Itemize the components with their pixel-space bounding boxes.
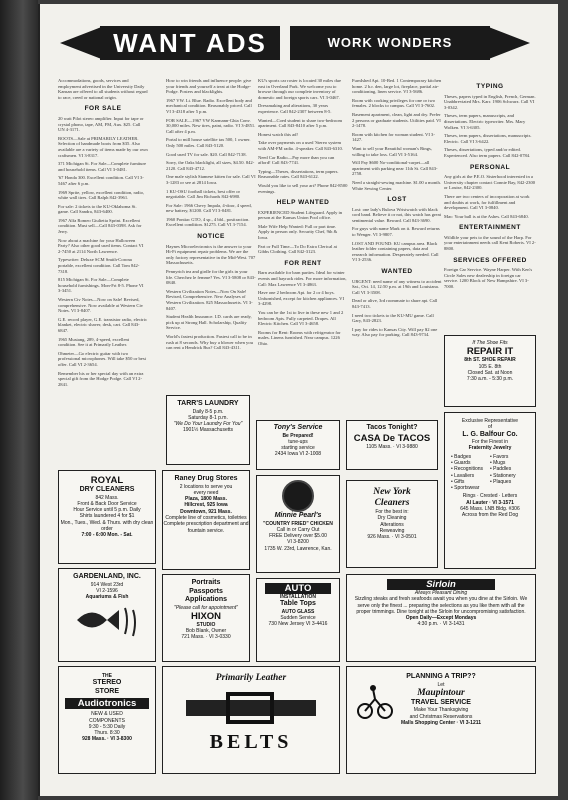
personal-heading: PERSONAL bbox=[469, 163, 511, 171]
auto-brand: AUTO GLASS bbox=[281, 608, 315, 615]
york-item-1: Dry Cleaning bbox=[377, 515, 407, 522]
raney-line4: Complete prescription department and fountain service. bbox=[163, 521, 249, 534]
column-5 bbox=[444, 78, 536, 328]
lost-list bbox=[352, 207, 442, 263]
minnie-name: Minnie Pearl's bbox=[274, 512, 322, 519]
binding-spine bbox=[0, 0, 38, 800]
ad-maupintour-travel: PLANNING A TRIP?? Let Maupintour TRAVEL SERVICE Make Your Thanksgiving and Christmas Reservations Malls Shopping Center · VI 3-1211 bbox=[346, 666, 536, 774]
misc-ad-list bbox=[258, 78, 348, 194]
balfour-item: • Plaques bbox=[490, 478, 512, 485]
wanted-ad: Dead or alive, 3rd roommate to share apt. Call 843-7413. bbox=[352, 298, 438, 309]
classified-ad: Would you like to sell your art? Phone 842-8500 evenings. bbox=[258, 182, 348, 194]
want-ads-banner bbox=[56, 14, 534, 72]
service-ad: Foreign Car Service. Wayne Harper. With Ken's Circle Sales new dealership in foreign car service. 1200 Block of New Hampshire. VI 3-7000. bbox=[444, 267, 533, 290]
ad-auto-glass bbox=[256, 578, 340, 662]
classified-ad: Will Pay $600 No-conditional-carpet—all apartment with parking near 11th St. Call 843-2758. bbox=[352, 160, 438, 177]
classified-ad: '67 Honda 300. Excellent condition. Call VI 3-5467 after 6 p.m. bbox=[58, 175, 144, 186]
maupintour-sub: TRAVEL SERVICE bbox=[411, 698, 471, 706]
classified-ad: Typing—Theses, dissertations, term papers. Reasonable rates. Call 843-6122. bbox=[258, 168, 339, 180]
balfour-line7: Across from the Red Dog bbox=[461, 512, 519, 519]
royal-name: ROYAL bbox=[90, 475, 124, 486]
ad-new-york-cleaners: New York Cleaners For the best in: Dry Cleaning Alterations Reweaving 926 Mass. · VI 3-0501 bbox=[346, 480, 438, 568]
help-wanted-ad: EXPERIENCED Student Lifeguard. Apply in person at the Kansas Union Pool office. bbox=[258, 209, 343, 221]
minnie-pearl-portrait-icon bbox=[282, 480, 314, 512]
personal-ad: Mac: Your ball is at the Ashes. Call 843-6840. bbox=[444, 213, 529, 219]
entertainment-list bbox=[444, 235, 536, 252]
hixon-phone: VI 3-0330 bbox=[208, 634, 231, 641]
hixon-sub: STUDIO bbox=[196, 621, 216, 628]
balfour-line4: Fraternity Jewelry bbox=[468, 445, 512, 452]
royal-sub: DRY CLEANERS bbox=[79, 486, 135, 493]
shoe-time: 7:30 a.m. - 5:30 p.m. bbox=[466, 376, 514, 383]
maupintour-line4: and Christmas Reservations bbox=[409, 713, 473, 720]
classified-ad: KU's sports car roster is located 30 miles due east in Overland Park. We welcome you to browse through our complete inventory of domestic and foreign sports cars. VI 3-0467. bbox=[258, 78, 341, 100]
tonys-phone: VI 2-1008 bbox=[299, 451, 322, 458]
help-wanted-heading: HELP WANTED bbox=[276, 199, 330, 207]
classified-ad: Want to sell your Beautiful woman's Rings, willing to take loss. Call VI 3-5164. bbox=[352, 145, 432, 157]
gardenland-phone: VI 2-1596 bbox=[96, 587, 118, 594]
help-wanted-ad: Part or Full Time—To Do Extra Clerical at Gibbs Clothing. Call 842-3123. bbox=[258, 243, 337, 255]
classified-ad: 1969 Sprite, yellow, excellent condition, radio, white wall tires. Call Ralph 842-3961. bbox=[58, 189, 145, 201]
classified-ad: 1960 Pontiac GTO, 4 sp., 4 bbl., positraction. Excellent condition. $1275. Call VI 3-7154. bbox=[166, 216, 250, 228]
raney-name: Raney Drug Stores bbox=[174, 475, 238, 482]
york-item-3: Reweaving bbox=[379, 527, 405, 534]
sirloin-name: Sirloin bbox=[387, 579, 495, 590]
classified-ad: Room with kitchen for woman student. VI 3-1427. bbox=[352, 131, 435, 143]
hixon-item-3: Applications bbox=[184, 596, 227, 603]
notice-heading: NOTICE bbox=[197, 233, 225, 241]
hixon-address: 721 Mass. bbox=[181, 634, 205, 641]
york-name: New York bbox=[373, 487, 411, 497]
balfour-item: • Guards bbox=[451, 459, 471, 466]
hixon-line1: "Please call for appointment" bbox=[174, 604, 238, 611]
york-name-2: Cleaners bbox=[374, 498, 410, 508]
wanted-heading: WANTED bbox=[381, 268, 413, 276]
minnie-sub: "COUNTRY FRIED" CHICKEN bbox=[263, 520, 333, 527]
stereo-hours: 9:30 - 5:30 Daily bbox=[88, 723, 126, 730]
shoe-line1: If The Shoe Fits bbox=[472, 340, 508, 346]
wanted-ad: URGENT: need name of any witness to accident Sat., Oct. 14, 12:50 p.m. at 19th and Louisiana. Call VI 3-3508. bbox=[352, 278, 442, 295]
typing-ad: Theses, papers typed in English, French, German. Unabbreviated Mrs. Karr. 1906 Schwarz. Call VI 3-0342. bbox=[444, 93, 536, 110]
ad-minnie-pearls bbox=[256, 475, 340, 573]
stereo-phone: VI 3-8300 bbox=[110, 736, 132, 743]
notice-ad: Student Health Insurance. I.D. cards are ready, pick up at Strong Hall. Scholarship, Quality Service. bbox=[166, 314, 252, 331]
auto-address: 730 New Jersey bbox=[268, 621, 305, 628]
laundry-slogan: "We Do Your Laundry For You" bbox=[173, 421, 243, 428]
maupintour-line3: Make Your Thanksgiving bbox=[413, 707, 469, 714]
typing-ad: Theses, term papers, manuscripts, and dissertations. Electric typewriter. Mrs. Mary Wolken. VI 3-6305. bbox=[444, 113, 526, 130]
ad-primarily-leather-belts bbox=[162, 666, 340, 774]
classified-ad: G.E. record player, G.E. transistor radio, electric blanket, electric shaver, desk, cart. Call 843-6847. bbox=[58, 316, 148, 333]
stereo-address: 928 Mass. bbox=[82, 736, 106, 743]
stereo-hours-2: Thurs. 8:30 bbox=[94, 730, 120, 737]
balfour-item: • Recognitions bbox=[451, 466, 484, 473]
for-rent-ad: Rooms for Rent: Rooms with refrigerator for males. Linens furnished. Near campus. 1226 Ohio. bbox=[258, 329, 341, 346]
classified-ad: 20 watt Pilot stereo amplifier. Input for tape or crystal phono, tape, AM, FM, Aux. $25. Call UN 4-3171. bbox=[58, 115, 144, 133]
sirloin-description: Sizzling steaks and fresh seafoods await you when you dine at the Sirloin. We serve only the finest ... preparing the selections as you like them with all the proper trimmings. Dine tonight at the Sirloin for uncompromising satisfaction. bbox=[354, 596, 528, 615]
services-list bbox=[444, 267, 536, 289]
for-rent-ad: Have one 2 bedroom Apt. for 2 or 4 boys. Unfurnished, except for kitchen appliances. VI 3-4298. bbox=[258, 290, 345, 307]
column-1 bbox=[58, 78, 148, 465]
cyclist-illustration-icon bbox=[355, 685, 395, 719]
raney-line2: every need bbox=[193, 489, 219, 496]
minnie-phone: VI 3-8200 bbox=[287, 539, 309, 546]
classified-ad: 1967 VW. Lt. Blue. Radio. Excellent body and mechanical condition. Reasonably priced. Call VI 3-4318 after 5 p.m. bbox=[166, 97, 252, 114]
royal-item-1: Front & Back Door Service bbox=[77, 500, 137, 507]
balfour-name: L. G. Balfour Co. bbox=[462, 430, 518, 438]
classified-ad: Ohmeter—Go electric guitar with two professional microphones. Will take $50 or best offer. Call VI 2-3654. bbox=[58, 350, 146, 367]
maupintour-name: Maupintour bbox=[417, 687, 465, 698]
hixon-item-1: Portraits bbox=[191, 579, 221, 586]
personal-ad: Any girls at the P.E.O. Sisterhood interested in a University chapter contact Connie Bay, 842-2300 or Louise, 842-2300. bbox=[444, 174, 536, 191]
balfour-item: • Favors bbox=[490, 453, 509, 460]
royal-item-3: Shirts laundered 4 for $1 bbox=[79, 513, 135, 520]
laundry-saturday: Saturday 8-1 p.m. bbox=[188, 414, 228, 421]
classified-ad: Wanted—Coed student to share two-bedroom apartment. Call 843-8410 after 5 p.m. bbox=[258, 117, 343, 129]
sirloin-line2: Open Daily—Except Mondays bbox=[405, 615, 477, 622]
classified-ad: 1967 Alfa Romeo Giulietta Sprint. Excellent condition. Must sell—Call 843-0398. Ask for Jerry. bbox=[58, 217, 142, 235]
minnie-line1: Call in or Carry Out bbox=[276, 526, 320, 533]
york-phone: VI 3-0501 bbox=[394, 534, 417, 541]
tonys-starting: starting service bbox=[281, 445, 315, 452]
classified-ad: Need a straight-sewing machine. $1.00 a month. White Sewing Center. bbox=[352, 179, 441, 191]
auto-line2: Sudden Service bbox=[280, 615, 316, 622]
raney-line3: Complete line of cosmetics, toiletries bbox=[165, 514, 247, 521]
balfour-phone: VI 3-1571 bbox=[492, 499, 514, 506]
ad-balfour: Exclusive Representative of L. G. Balfour Co. For the Finest in Fraternity Jewelry • Badges • Favors • Guards • Mugs • Recognitions • Paddles • Lavaliers • Stationery • Gifts • Plaques • Sportswear Rings · Crested · Letters Al Lauter · VI 3-1571 645 Mass. LNB Bldg. #306 Across from the Red Dog bbox=[444, 412, 536, 569]
balfour-line2: of bbox=[487, 424, 493, 431]
for-rent-ad: You can be the 1st to live in these new 1 and 2 bedroom Apts. Fully carpeted. Drapes. All Electric Kitchen. Call VI 3-4658. bbox=[258, 310, 344, 327]
raney-line1: 2 locations to serve you bbox=[179, 483, 233, 490]
balfour-items bbox=[445, 452, 535, 494]
banner-left-arrow bbox=[60, 26, 104, 60]
tonys-name: Tony's Service bbox=[273, 424, 323, 431]
royal-hours: Mon., Tues., Wed. & Thurs. with dry clean order bbox=[60, 519, 154, 532]
for-sale-list-continued bbox=[166, 78, 256, 228]
shoe-address: 105 E. 8th bbox=[478, 363, 502, 370]
raney-location-3: Downtown, 921 Mass. bbox=[180, 508, 232, 515]
classified-ad: Remember his or her special day with an extra special gift from the Hodge Podge. Call VI 2-2841. bbox=[58, 370, 144, 387]
classified-ad: Room with cooking privileges for one or two females. 2 blocks to campus. Call VI 3-7602. bbox=[352, 97, 436, 109]
maupintour-address: Malls Shopping Center bbox=[400, 719, 456, 726]
for-sale-list bbox=[58, 116, 148, 387]
classified-ad: Take over payments on a used 'Stereo system with AM-FM radio. 4-speaker. Call 843-6310. bbox=[258, 140, 343, 151]
classified-ad: FOR SALE—1967 VW Karmann-Ghia Conv. 30,000 miles. New tires, paint, radio. VI 3-4851. Call after 4 p.m. bbox=[166, 117, 256, 134]
aquarium-fish-icon bbox=[67, 600, 147, 640]
column-2 bbox=[166, 78, 256, 388]
banner-right-arrow bbox=[486, 26, 530, 60]
tonys-tune-ups: tune-ups bbox=[288, 438, 308, 445]
shoe-line2: REPAIR IT bbox=[466, 346, 514, 358]
wanted-list bbox=[352, 279, 442, 338]
belt-buckle-icon bbox=[176, 690, 326, 726]
classified-ad: How to win friends and influence people: give your friends and yourself a treat at the Hodge-Podge. Posters and blacklights. bbox=[166, 78, 252, 95]
classified-ad: FurnIshed Apt. 10-Bed. 1 Contemporary kitchen home. 2 b.r. den, large lot, fireplace, partial air-conditioning, linen service. VI 3-5686. bbox=[352, 78, 442, 95]
typing-ad: Theses, term papers, dissertations, manuscripts. Electric. Call VI 3-6422. bbox=[444, 133, 532, 144]
classified-ad: Basement apartment, clean, light and dry. Prefer 2 persons or graduate students. Utilities paid. VI 2-1478. bbox=[352, 111, 441, 129]
casa-brand: CASA De TACOS bbox=[353, 432, 431, 444]
casa-tagline: Tacos Tonight? bbox=[366, 424, 418, 431]
for-rent-list bbox=[258, 270, 348, 346]
shoe-hours: Closed Sat. at Noon bbox=[467, 369, 513, 376]
balfour-item: • Mugs bbox=[490, 459, 506, 466]
stereo-line1: THE bbox=[102, 673, 112, 679]
column-4 bbox=[352, 78, 442, 415]
classified-ad: BOOTS—Sale at PRIMARILY LEATHER. Selection of handmade boots from $35. Also available are a variety of items made by our own craftsmen. VI 3-8317. bbox=[58, 135, 148, 158]
auto-phone: VI 3-4416 bbox=[305, 621, 328, 628]
sirloin-phone: VI 3-1431 bbox=[442, 621, 465, 628]
for-rent-ad: Barn available for barn parties. Ideal for winter events and hayrack rides. For more information, Call: Max Lawrence VI 3-4863. bbox=[258, 270, 347, 287]
balfour-item: • Stationery bbox=[490, 472, 516, 479]
minnie-address: 1735 W. 23rd, Lawrence, Kan. bbox=[264, 545, 332, 552]
royal-address: 842 Mass. bbox=[95, 494, 119, 501]
shoe-name: 8th ST. SHOE REPAIR bbox=[464, 357, 516, 364]
stereo-name: Audiotronics bbox=[65, 698, 149, 709]
gardenland-name: GARDENLAND, INC. bbox=[73, 573, 141, 580]
rental-ad-list bbox=[352, 78, 442, 191]
classified-ad: Dressmaking and alterations, 30 years experience. Call 842-2307 between 8-5. bbox=[258, 103, 332, 114]
classified-ad: Honest watch this ad! bbox=[258, 131, 298, 137]
notice-ad: Haynes Microelectronics is the answer to your Hi-Fi equipment repair problems. We are the only factory representative in the Mid-West. 707 Massachusetts. bbox=[166, 243, 256, 266]
lost-ad: For guys with name Mark on it. Reward returns to Wenger. VI 3-9807. bbox=[352, 226, 440, 238]
stereo-line3: STORE bbox=[95, 687, 119, 695]
wanted-ad: I pay for rides to Kansas City. Will pay $2 one way. Also pay for parking. Call 843-9734. bbox=[352, 326, 438, 338]
classified-ad: Sorry, the Oaks blacklight, all sizes, $4.50. 842-2120. Call 843-4712. bbox=[166, 160, 255, 171]
auto-name: AUTO bbox=[265, 583, 331, 594]
classified-ad: Typewriter: Deluxe SCM Smith-Corona portable, excellent condition. Call Tom 842-7318. bbox=[58, 257, 140, 274]
notice-ad: Western Civilization Notes—Now On Sale! Revised, Comprehensive. New Analyses of Western Civilization. 825 Massachusetts. VI 3-8407. bbox=[166, 288, 253, 311]
auto-sub: INSTALLATION bbox=[280, 594, 316, 600]
stereo-line2: STEREO bbox=[92, 679, 122, 687]
lost-ad: LOST AND FOUND: KU campus area. Black leather folder containing papers, data and research information. Desperately needed. Call VI 3-2536. bbox=[352, 240, 439, 263]
hixon-owner: Bob Blank, Owner bbox=[185, 628, 227, 635]
laundry-name: TARR'S LAUNDRY bbox=[177, 400, 239, 407]
column-3 bbox=[258, 78, 348, 415]
balfour-line5: Rings · Crested · Letters bbox=[462, 493, 518, 500]
stereo-line4: NEW & USED bbox=[91, 711, 123, 718]
stereo-line5: COMPONENTS bbox=[89, 717, 125, 724]
classified-ad: Western Civ Notes—Now on Sale! Revised, comprehensive. Now available at Western Civ Notes. VI 3-8407. bbox=[58, 297, 144, 314]
classified-ad: 1965 Mustang, 289, 4-speed, excellent condition. See it at Primarily Leather. bbox=[58, 336, 130, 348]
ad-royal-dry-cleaners bbox=[58, 470, 156, 564]
belts-product: BELTS bbox=[209, 731, 293, 753]
notice-ad: Pennyrich tea and girdle for the girls in your life. Cherchez le femme? Yes. VI 3-5808 or 843-0840. bbox=[166, 269, 256, 286]
gardenland-address: 914 West 23rd bbox=[90, 581, 124, 588]
maupintour-line1: PLANNING A TRIP?? bbox=[406, 673, 476, 680]
sirloin-hours: 4:30 p.m. bbox=[417, 621, 439, 628]
belts-brand: Primarily Leather bbox=[215, 673, 287, 683]
laundry-address: 1901½ Massachusetts bbox=[182, 427, 234, 434]
raney-location-2: Hillcrest, 925 Iowa bbox=[184, 502, 228, 509]
typing-list bbox=[444, 94, 536, 159]
casa-phone: VI 3-9880 bbox=[396, 443, 418, 450]
york-item-2: Alterations bbox=[380, 521, 404, 528]
classified-ad: One male stylish Siamese kitten for sale. Call VI 3-1283 or see at 2814 Iowa. bbox=[166, 174, 256, 185]
classified-ad: Now about a machine for your Halloween Party? Also other good used items. Contact VI 2-7450 at 2114 North Lawrence. bbox=[58, 237, 144, 254]
balfour-item: • Lavaliers bbox=[451, 472, 475, 479]
personal-list bbox=[444, 174, 536, 219]
sirloin-slogan: Always Pleasant Dining bbox=[414, 590, 468, 596]
gardenland-line1: Aquariums & Fish bbox=[85, 594, 129, 601]
balfour-contact: Al Lauter bbox=[466, 499, 488, 506]
balfour-line3: For the Finest in bbox=[471, 439, 509, 446]
classified-ad: For sale: 2 tickets to the KU-Oklahoma St. game. Call Sandra, 843-6400. bbox=[58, 203, 137, 215]
classified-ad: Need Car Radio—Pay more than you can afford! Call 843-7741. bbox=[258, 154, 335, 166]
ad-8th-st-shoe-repair bbox=[444, 335, 536, 407]
typing-ad: Theses, dissertations, typed and/or edited. Experienced. Also term papers. Call 842-0784. bbox=[444, 147, 531, 158]
classified-ad: 815 Michigan St. For Sale—Complete household furnishings. Mon-Fri 8-5. Phone VI 3-3451. bbox=[58, 277, 144, 294]
for-rent-heading: FOR RENT bbox=[284, 259, 322, 267]
balfour-item: • Badges bbox=[451, 453, 472, 460]
hixon-item-2: Passports bbox=[189, 587, 223, 595]
classified-ad: Portal to mill house satellite tax 500, 1 owner. Only 500 miles. Call 843-5120. bbox=[166, 137, 251, 148]
notice-list bbox=[166, 244, 256, 351]
tonys-address: 2434 Iowa bbox=[274, 451, 298, 458]
lost-heading: LOST bbox=[387, 196, 407, 204]
balfour-item: • Paddles bbox=[490, 466, 512, 473]
raney-location-1: Plaza, 1800 Mass. bbox=[185, 496, 227, 503]
maupintour-line2: Let bbox=[437, 681, 445, 688]
services-offered-heading: SERVICES OFFERED bbox=[453, 256, 527, 264]
typing-heading: TYPING bbox=[476, 83, 504, 90]
balfour-address: 645 Mass. bbox=[460, 506, 484, 513]
laundry-hours: Daily 8-5 p.m. bbox=[192, 408, 224, 415]
royal-item-2: Hour Service until 5 p.m. Daily bbox=[73, 507, 141, 514]
balfour-line1: Exclusive Representative bbox=[461, 418, 519, 424]
entertainment-ad: Wildlife your pets to the sound of the Harp. For your entertainment needs call Kent Roberts. VI 2-8800. bbox=[444, 234, 536, 252]
help-wanted-ad: Male Wife Help Wanted: Full or part time. Apply in person only. Security Chef, 9th & Iowa. bbox=[258, 223, 338, 241]
personal-ad: There are two centers of incorporation at work and doubts at work, for fulfillment and development. Call VI 3-0840. bbox=[444, 193, 530, 211]
ad-hixon-studio: Portraits Passports Applications "Please call for appointment" HIXON STUDIO Bob Blank, Owner 721 Mass. · VI 3-0330 bbox=[162, 574, 250, 662]
york-address: 926 Mass. bbox=[367, 534, 391, 541]
york-line1: For the best in: bbox=[375, 509, 409, 515]
help-wanted-list bbox=[258, 210, 348, 255]
maupintour-phone: VI 3-1211 bbox=[459, 719, 482, 726]
tonys-slogan: Be Prepared! bbox=[282, 432, 314, 439]
entertainment-heading: ENTERTAINMENT bbox=[459, 224, 521, 232]
classified-ad: 371 Michigan St. For Sale—Complete furniture and household items. Call VI 3-0481. bbox=[58, 161, 147, 172]
lost-ad: Lost: one lady's Bulova Wristwatch with black cord band. Believe it or not, this watch has great sentimental value. Reward. Call 843-3690. bbox=[352, 206, 441, 223]
ad-tarrs-laundry bbox=[166, 395, 250, 465]
ad-casa-de-tacos: Tacos Tonight? CASA De TACOS 1105 Mass. · VI 3-9880 bbox=[346, 420, 438, 470]
balfour-item: • Gifts bbox=[451, 478, 465, 485]
banner-title: WANT ADS bbox=[100, 26, 280, 60]
ad-gardenland bbox=[58, 568, 156, 662]
auto-line1: Table Tops bbox=[280, 600, 316, 608]
for-sale-heading: FOR SALE bbox=[84, 105, 122, 113]
banner-subtitle: WORK WONDERS bbox=[290, 26, 490, 60]
casa-address: 1105 Mass. bbox=[366, 443, 392, 450]
classified-ad: For Sale: 1966 Chevy Impala, 4-door, 4 speed, new battery, $1200. Call VI 3-0481. bbox=[166, 202, 252, 214]
ad-stereo-store: THE STEREO STORE Audiotronics NEW & USED COMPONENTS 9:30 - 5:30 Daily Thurs. 8:30 928 Mass. · VI 3-8300 bbox=[58, 666, 156, 774]
balfour-line6: LNB Bldg. #306 bbox=[484, 506, 520, 513]
classified-ad: 1 KU-OSU football tickets, best offer or negotiable. Call Jim Richards 842-6980. bbox=[166, 188, 241, 200]
royal-hours-2: 7:00 - 6:00 Mon. - Sat. bbox=[81, 532, 133, 539]
ad-raney-drug-stores bbox=[162, 470, 250, 570]
wanted-ad: I need two tickets to the KU-MU game. Call Gary, 843-2823. bbox=[352, 312, 434, 324]
minnie-line2: FREE Delivery over $5.00 bbox=[269, 533, 327, 540]
balfour-item: • Sportswear bbox=[451, 485, 480, 492]
ad-sirloin: Sirloin Always Pleasant Dining Sizzling steaks and fresh seafoods await you when you dine at the Sirloin. We serve only the finest ... preparing the selections as you like them with all the proper trimmings. Dine tonight at the Sirloin for uncompromising satisfaction. Open Daily—Except Mondays 4:30 p.m. · VI 3-1431 bbox=[346, 574, 536, 662]
ad-tonys-service bbox=[256, 420, 340, 470]
policy-note: Accommodations, goods, services and employment advertised in the University Daily Kansan are offered to all students without regard to race, creed or national origin. bbox=[58, 78, 148, 100]
classified-ad: Good used TV for sale. $20. Call 842-7138. bbox=[166, 151, 247, 157]
notice-ad: World's fastest production. Fastest call to be in rush at 8 seconds. Why buy a blower when you can rent a Hendrick Bus? Call 843-4311. bbox=[166, 333, 253, 351]
hixon-name: HIXON bbox=[190, 610, 222, 622]
